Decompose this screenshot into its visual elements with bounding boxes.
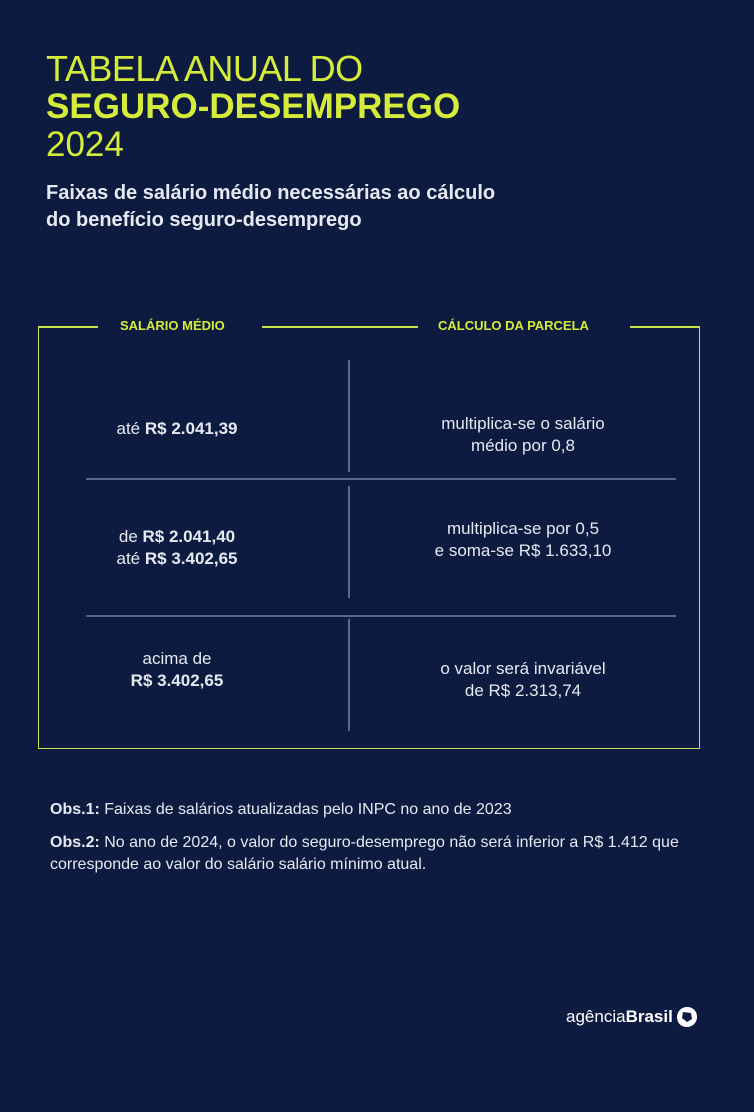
column-header-salary: SALÁRIO MÉDIO: [120, 318, 225, 333]
table-row-1-salary: [86, 418, 268, 440]
salary-value: R$ 3.402,65: [130, 671, 224, 690]
calc-line: multiplica-se por 0,5: [446, 519, 600, 538]
title-line-1: TABELA ANUAL DO: [46, 48, 363, 89]
note-text: No ano de 2024, o valor do seguro-desemprego não será inferior a R$ 1.412 que corresponde ao valor do salário salário mínimo atual.: [50, 834, 679, 873]
note-label: Obs.1:: [50, 801, 100, 818]
calc-line: médio por 0,8: [471, 436, 575, 455]
title-block: [46, 50, 460, 164]
calc-line: de R$ 2.313,74: [464, 681, 582, 700]
calc-line: o valor será invariável: [440, 659, 606, 678]
note-label: Obs.2:: [50, 834, 100, 851]
calc-line: e soma-se R$ 1.633,10: [434, 541, 612, 560]
frame-top-segment: [630, 326, 700, 328]
agencia-brasil-logo: [566, 1005, 699, 1029]
subtitle-line-1: Faixas de salário médio necessárias ao cálculo: [46, 182, 496, 204]
table-row-2-salary: [86, 526, 268, 570]
row-divider: [86, 615, 676, 617]
table-row-3-calc: [390, 658, 656, 702]
salary-prefix: de: [118, 527, 143, 546]
salary-prefix: acima de: [142, 649, 212, 668]
logo-text-light: agência: [566, 1007, 626, 1026]
subtitle: [46, 180, 646, 234]
title-line-2: SEGURO-DESEMPREGO: [46, 87, 461, 126]
column-header-calc: CÁLCULO DA PARCELA: [438, 318, 589, 333]
salary-value: R$ 3.402,65: [144, 549, 238, 568]
note-2: [50, 832, 710, 876]
column-divider: [348, 619, 350, 731]
salary-value: R$ 2.041,40: [142, 527, 236, 546]
salary-prefix: até: [116, 549, 145, 568]
note-text: Faixas de salários atualizadas pelo INPC no ano de 2023: [99, 801, 512, 818]
row-divider: [86, 478, 676, 480]
calc-line: multiplica-se o salário: [441, 414, 605, 433]
note-1: [50, 799, 710, 821]
table-row-1-calc: [390, 413, 656, 457]
table-row-2-calc: [390, 518, 656, 562]
title-year: 2024: [46, 125, 124, 164]
frame-top-segment: [38, 326, 98, 328]
column-divider: [348, 486, 350, 598]
frame-top-segment: [262, 326, 418, 328]
table-row-3-salary: [86, 648, 268, 692]
salary-value: R$ 2.041,39: [144, 419, 238, 438]
subtitle-line-2: do benefício seguro-desemprego: [46, 209, 362, 231]
logo-text-bold: Brasil: [625, 1007, 673, 1026]
salary-prefix: até: [116, 419, 145, 438]
column-divider: [348, 360, 350, 472]
logo-mark-icon: [675, 1005, 699, 1029]
